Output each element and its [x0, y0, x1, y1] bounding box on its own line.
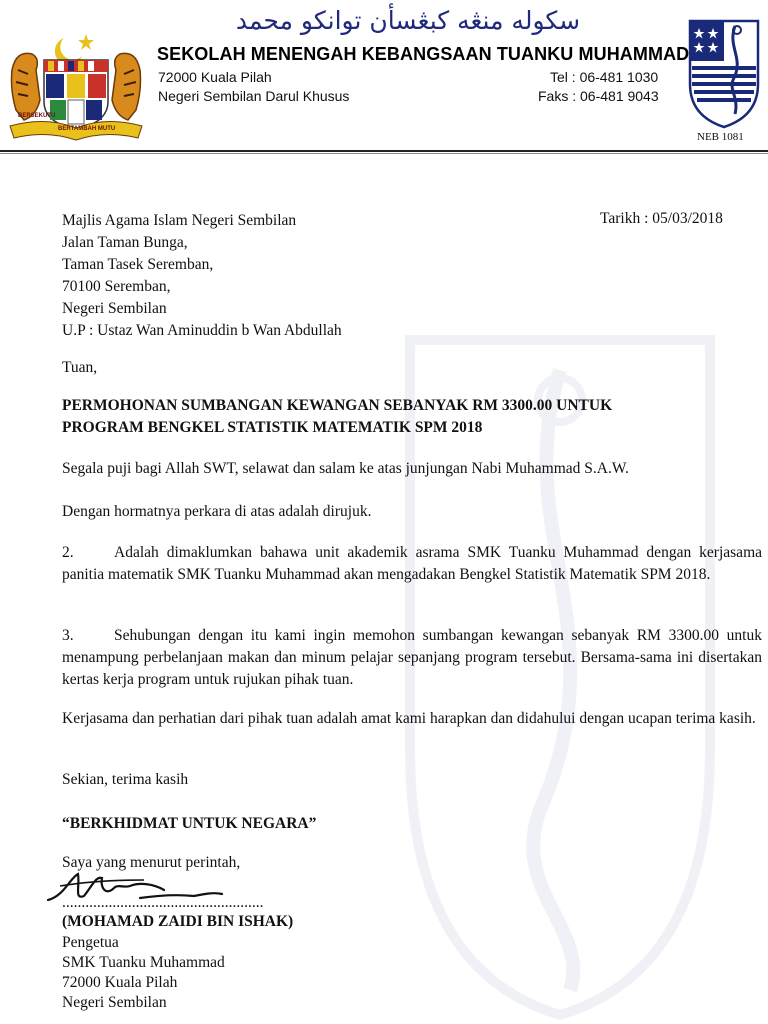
- salutation: Tuan,: [62, 359, 98, 376]
- recipient-line: Negeri Sembilan: [62, 300, 167, 317]
- signatory-title: Pengetua: [62, 934, 119, 951]
- subject-line-2: PROGRAM BENGKEL STATISTIK MATEMATIK SPM 2018: [62, 419, 483, 436]
- paragraph-3: [62, 625, 762, 691]
- closing-paragraph: Kerjasama dan perhatian dari pihak tuan adalah amat kami harapkan dan didahului dengan ucapan terima kasih.: [62, 710, 756, 727]
- signatory-address-1: 72000 Kuala Pilah: [62, 974, 178, 991]
- arms-motto-left: BERSEKUTU: [18, 113, 56, 119]
- signatory-address-2: Negeri Sembilan: [62, 994, 167, 1011]
- sign-off: Sekian, terima kasih: [62, 771, 189, 788]
- paragraph-2: [62, 542, 762, 586]
- paragraph-number: 3.: [62, 627, 74, 644]
- letter-subject: [62, 395, 612, 439]
- recipient-address: [62, 210, 342, 342]
- recipient-line: 70100 Seremban,: [62, 278, 171, 295]
- address-line-1: 72000 Kuala Pilah: [158, 69, 272, 85]
- telephone: Tel : 06-481 1030: [550, 69, 659, 85]
- paragraph-text: Adalah dimaklumkan bahawa unit akademik asrama SMK Tuanku Muhammad dengan kerjasama panitia matematik SMK Tuanku Muhammad akan mengadakan Bengkel Statistik Matematik SPM 2018.: [62, 544, 762, 583]
- by-order-line: Saya yang menurut perintah,: [62, 854, 241, 871]
- letterhead-divider-thin: [0, 153, 768, 154]
- recipient-line: Taman Tasek Seremban,: [62, 256, 214, 273]
- paragraph-number: 2.: [62, 544, 74, 561]
- letterhead-divider: [0, 150, 768, 152]
- subject-line-1: PERMOHONAN SUMBANGAN KEWANGAN SEBANYAK RM 3300.00 UNTUK: [62, 397, 613, 414]
- school-name: SEKOLAH MENENGAH KEBANGSAAN TUANKU MUHAMMAD: [157, 44, 690, 64]
- recipient-attention: U.P : Ustaz Wan Aminuddin b Wan Abdullah: [62, 322, 342, 339]
- signature-block: [62, 895, 293, 1013]
- school-name-jawi: سكوله منڠه كبڠسأن توانكو محمد: [235, 6, 581, 35]
- motto: “BERKHIDMAT UNTUK NEGARA”: [62, 815, 317, 832]
- fax: Faks : 06-481 9043: [538, 88, 659, 104]
- signature-dots: ....................................................: [62, 894, 264, 911]
- recipient-line: Majlis Agama Islam Negeri Sembilan: [62, 212, 297, 229]
- paragraph-text: Sehubungan dengan itu kami ingin memohon sumbangan kewangan sebanyak RM 3300.00 untuk menampung perbelanjaan makan dan minum pelajar sepanjang program tersebut. Bersama-sama ini disertakan kertas kerja program untuk rujukan pihak tuan.: [62, 627, 762, 688]
- opening-greeting: Segala puji bagi Allah SWT, selawat dan salam ke atas junjungan Nabi Muhammad S.A.W.: [62, 460, 629, 477]
- letter-date: Tarikh : 05/03/2018: [600, 210, 723, 227]
- recipient-line: Jalan Taman Bunga,: [62, 234, 188, 251]
- school-code: NEB 1081: [697, 131, 744, 143]
- arms-motto-right: BERTAMBAH MUTU: [58, 126, 116, 132]
- reference-line: Dengan hormatnya perkara di atas adalah dirujuk.: [62, 503, 372, 520]
- address-line-2: Negeri Sembilan Darul Khusus: [158, 88, 350, 104]
- signatory-organization: SMK Tuanku Muhammad: [62, 954, 225, 971]
- signatory-name: (MOHAMAD ZAIDI BIN ISHAK): [62, 913, 294, 930]
- school-crest-logo: [687, 18, 761, 130]
